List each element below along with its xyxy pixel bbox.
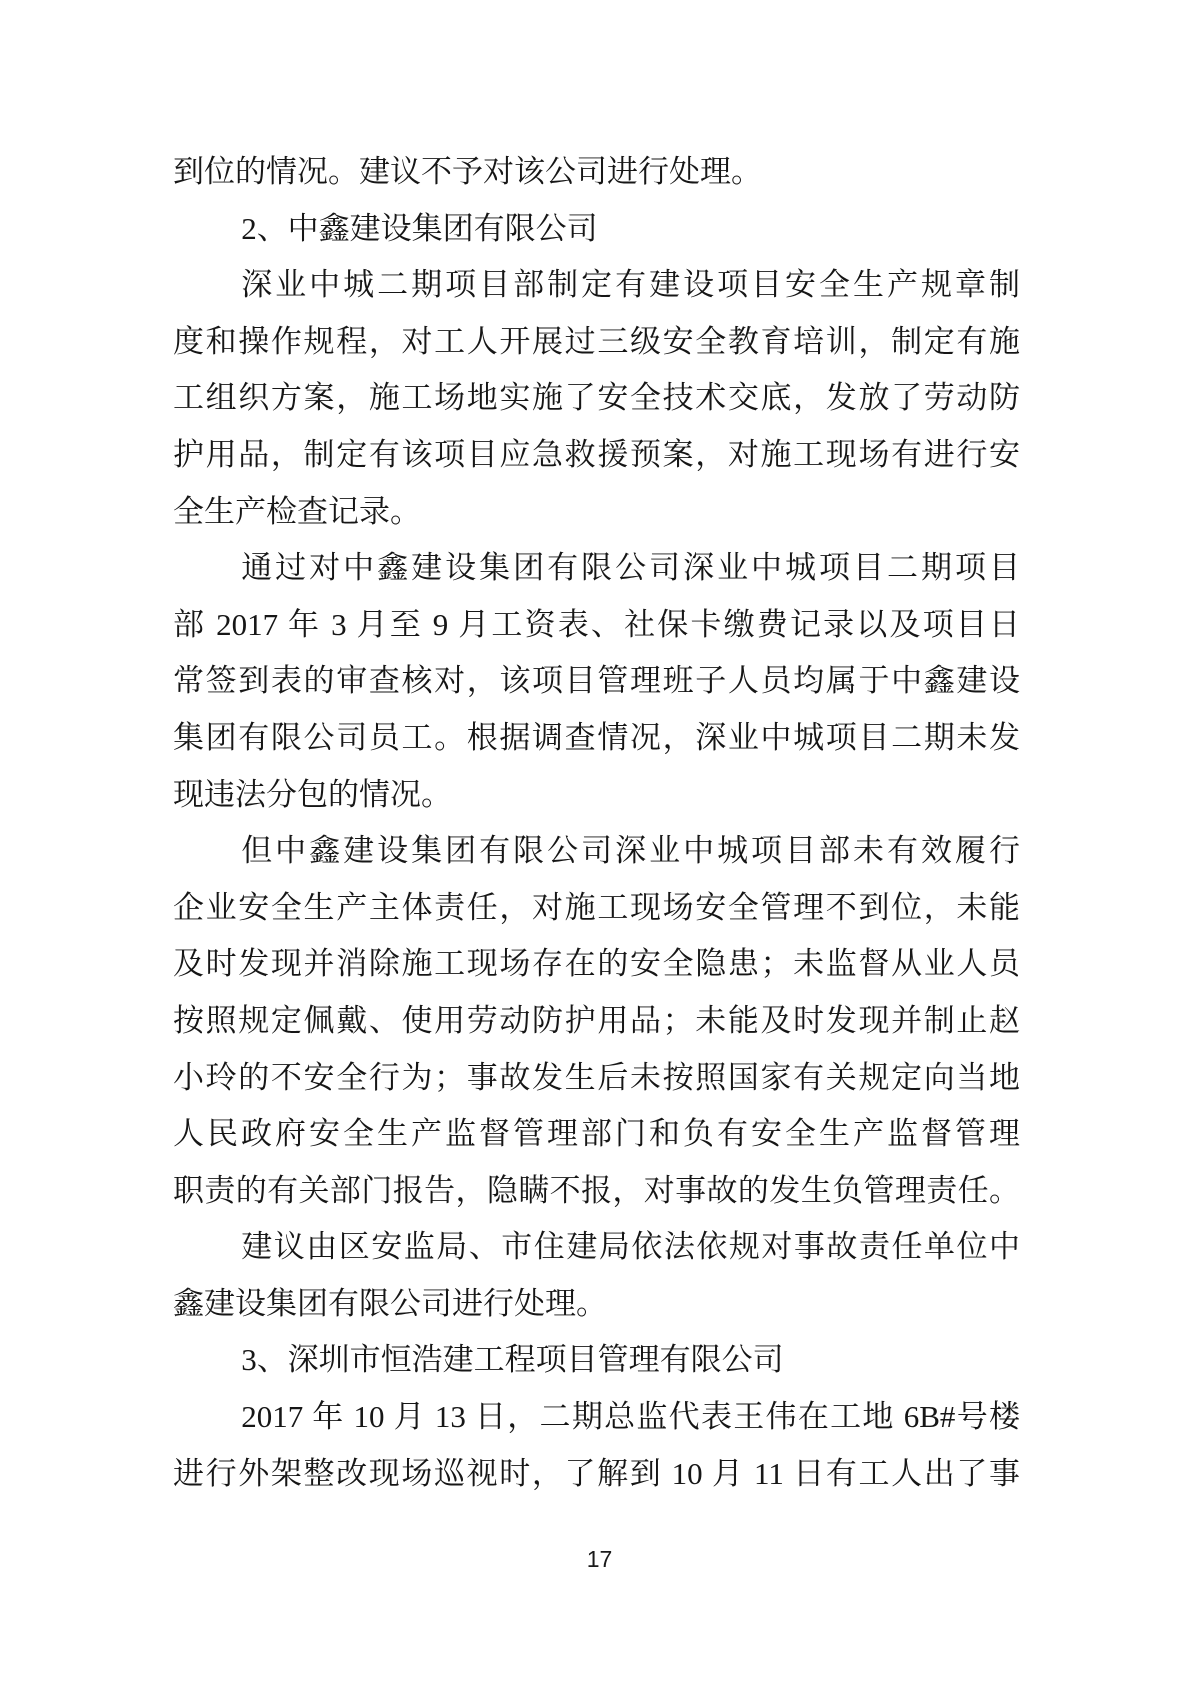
- page-number: 17: [586, 1546, 613, 1572]
- text-line: 按照规定佩戴、使用劳动防护用品；未能及时发现并制止赵: [173, 1002, 1020, 1038]
- text-line: 企业安全生产主体责任，对施工现场安全管理不到位，未能: [173, 889, 1020, 925]
- text-line: 度和操作规程，对工人开展过三级安全教育培训，制定有施: [173, 323, 1020, 359]
- text-line: 全生产检查记录。: [173, 493, 421, 529]
- text-line: 及时发现并消除施工现场存在的安全隐患；未监督从业人员: [173, 946, 1020, 982]
- text-line: 到位的情况。建议不予对该公司进行处理。: [173, 154, 762, 189]
- text-line: 常签到表的审查核对，该项目管理班子人员均属于中鑫建设: [173, 663, 1020, 699]
- text-line: 职责的有关部门报告，隐瞒不报，对事故的发生负管理责任。: [173, 1172, 1020, 1208]
- text-line: 深业中城二期项目部制定有建设项目安全生产规章制: [241, 267, 1020, 303]
- text-line: 通过对中鑫建设集团有限公司深业中城项目二期项目: [241, 550, 1020, 586]
- text-line: 小玲的不安全行为；事故发生后未按照国家有关规定向当地: [173, 1059, 1020, 1095]
- text-line: 建议由区安监局、市住建局依法依规对事故责任单位中: [241, 1229, 1020, 1265]
- page-footer: [0, 1546, 1199, 1573]
- text-line: 部 2017 年 3 月至 9 月工资表、社保卡缴费记录以及项目日: [173, 606, 1020, 642]
- text-line: 2、中鑫建设集团有限公司: [241, 210, 598, 246]
- text-line: 进行外架整改现场巡视时，了解到 10 月 11 日有工人出了事: [173, 1455, 1020, 1491]
- text-line: 但中鑫建设集团有限公司深业中城项目部未有效履行: [241, 833, 1020, 869]
- text-line: 人民政府安全生产监督管理部门和负有安全生产监督管理: [173, 1116, 1020, 1152]
- text-line: 集团有限公司员工。根据调查情况，深业中城项目二期未发: [173, 719, 1020, 755]
- text-line: 2017 年 10 月 13 日，二期总监代表王伟在工地 6B#号楼: [241, 1399, 1020, 1435]
- text-line: 工组织方案，施工场地实施了安全技术交底，发放了劳动防: [173, 380, 1020, 416]
- text-line: 3、深圳市恒浩建工程项目管理有限公司: [241, 1342, 784, 1378]
- text-line: 鑫建设集团有限公司进行处理。: [173, 1285, 607, 1321]
- text-line: 现违法分包的情况。: [173, 776, 452, 812]
- text-line: 护用品，制定有该项目应急救援预案，对施工现场有进行安: [173, 436, 1020, 472]
- document-lines: [173, 144, 1020, 1502]
